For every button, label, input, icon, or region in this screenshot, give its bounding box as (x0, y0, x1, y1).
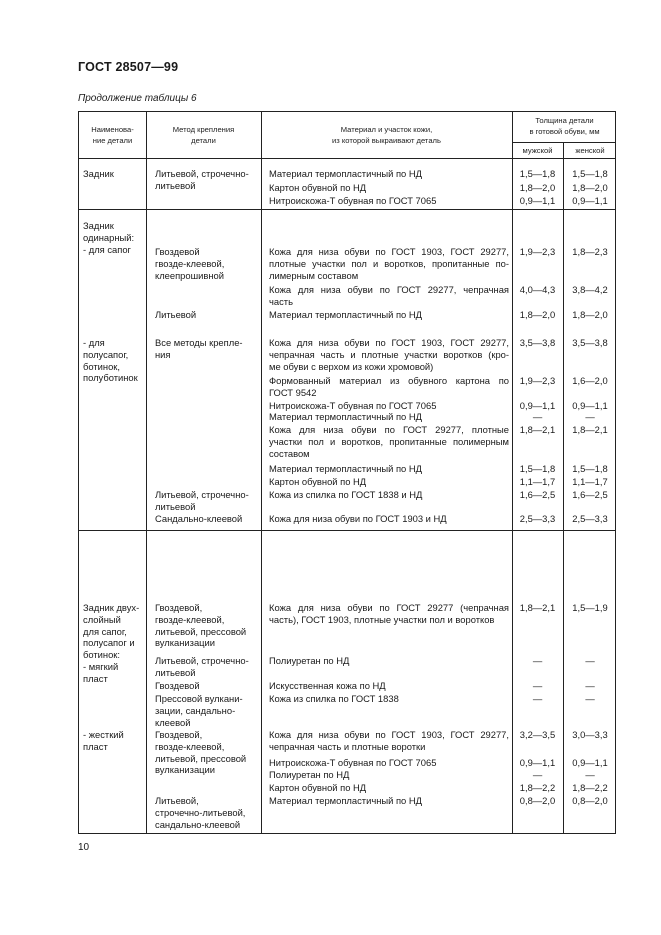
cell-line: 0,9—1,1 (519, 400, 556, 411)
cell-female (563, 729, 617, 741)
table-caption: Продолжение таблицы 6 (78, 93, 197, 104)
cell-line: Литьевой, строчечно- (155, 168, 249, 179)
cell-name (83, 729, 145, 753)
header-thickness: Толщина детали в готовой обуви, мм (529, 116, 600, 136)
cell-line: вулканизации (155, 764, 216, 776)
cell-line: Кожа для низа обуви по ГОСТ 1903, ГОСТ 29277, (269, 337, 509, 348)
cell-name (83, 602, 145, 685)
cell-line: 3,0—3,3 (572, 729, 608, 740)
cell-line: Гвоздевой (155, 680, 200, 691)
cell-male (512, 182, 563, 194)
cell-female (563, 182, 617, 194)
cell-female (563, 680, 617, 692)
cell-material (269, 411, 509, 423)
cell-line: Кожа для низа обуви по ГОСТ 1903, ГОСТ 29277, (269, 729, 509, 740)
cell-female (563, 476, 617, 488)
cell-female (563, 757, 617, 769)
cell-material (269, 337, 509, 372)
cell-female (563, 246, 617, 258)
cell-line: 1,1—1,7 (572, 476, 608, 487)
cell-line: Задник (83, 220, 114, 231)
cell-line: литьевой (155, 666, 196, 678)
cell-line: ботинок: (83, 649, 121, 661)
header-method: Метод крепления детали (172, 125, 235, 145)
cell-line: 1,8—2,2 (519, 782, 556, 793)
cell-line: — (532, 411, 543, 422)
cell-female (563, 195, 617, 207)
cell-line: 0,8—2,0 (519, 795, 556, 806)
cell-line: полусапог, (83, 348, 129, 360)
cell-line: Кожа для низа обуви по ГОСТ 29277, плотные (269, 424, 509, 435)
cell-male (512, 693, 563, 705)
cell-line: сандально-клеевой (155, 818, 241, 830)
cell-name (83, 168, 145, 180)
cell-line: Формованный материал из обувного картона по (269, 375, 509, 386)
cell-line: — (585, 769, 595, 780)
cell-male (512, 680, 563, 692)
cell-line: Кожа из спилка по ГОСТ 1838 и НД (269, 489, 423, 500)
cell-line: 0,9—1,1 (572, 400, 608, 411)
cell-method (155, 309, 263, 321)
cell-line: часть), ГОСТ 1903, плотные участки пол и воротков (269, 613, 495, 625)
cell-male (512, 375, 563, 387)
cell-line: 1,9—2,3 (519, 375, 556, 386)
cell-line: — (532, 680, 543, 691)
cell-line: 0,9—1,1 (519, 195, 556, 206)
cell-line: — (585, 411, 595, 422)
header-divider (79, 158, 615, 159)
cell-line: 1,6—2,5 (572, 489, 608, 500)
cell-material (269, 769, 509, 781)
cell-male (512, 757, 563, 769)
group-divider (79, 530, 615, 531)
cell-line: - жесткий (83, 729, 124, 740)
cell-line: Литьевой, (155, 795, 199, 806)
cell-line: для сапог, (83, 625, 127, 637)
cell-line: — (585, 680, 595, 691)
cell-male (512, 463, 563, 475)
cell-line: - для (83, 337, 105, 348)
cell-line: 1,6—2,5 (519, 489, 556, 500)
cell-male (512, 195, 563, 207)
cell-line: литьевой, прессовой (155, 625, 247, 637)
cell-line: 1,8—2,0 (572, 182, 608, 193)
cell-female (563, 375, 617, 387)
cell-line: Кожа для низа обуви по ГОСТ 29277 (чепрачная (269, 602, 509, 613)
cell-line: составом (269, 447, 310, 459)
cell-line: гвоздe-клеевой, (155, 613, 225, 625)
cell-method (155, 693, 263, 728)
cell-line: Материал термопластичный по НД (269, 309, 422, 320)
cell-line: строчечно-литьевой, (155, 806, 246, 818)
cell-line: Кожа для низа обуви по ГОСТ 29277, чепрачная (269, 284, 509, 295)
cell-material (269, 195, 509, 207)
cell-method (155, 246, 263, 281)
cell-material (269, 424, 509, 459)
cell-line: лимерным составом (269, 269, 359, 281)
cell-female (563, 782, 617, 794)
cell-male (512, 337, 563, 349)
cell-line: литьевой (155, 500, 196, 512)
cell-line: Литьевой, строчечно- (155, 655, 249, 666)
cell-line: пласт (83, 672, 108, 684)
cell-line: чепрачная часть и плотные воротки (269, 740, 426, 752)
cell-line: 1,5—1,9 (572, 602, 608, 613)
cell-line: 1,5—1,8 (572, 168, 608, 179)
cell-method (155, 680, 263, 692)
data-table (78, 111, 616, 834)
cell-line: 0,9—1,1 (572, 757, 608, 768)
cell-line: Полиуретан по НД (269, 769, 350, 780)
cell-line: чепрачная часть и плотные участки воротков (кро- (269, 348, 509, 360)
cell-line: литьевой (155, 179, 196, 191)
cell-male (512, 513, 563, 525)
cell-line: полусапог и (83, 637, 135, 649)
cell-line: Нитроискожа-Т обувная по ГОСТ 7065 (269, 400, 437, 411)
cell-line: 1,5—1,8 (519, 168, 556, 179)
cell-line: ме обуви с верхом из кожи хромовой) (269, 360, 434, 372)
cell-male (512, 729, 563, 741)
cell-line: 1,8—2,1 (519, 424, 556, 435)
cell-line: Нитроискожа-Т обувная по ГОСТ 7065 (269, 757, 437, 768)
cell-male (512, 168, 563, 180)
cell-line: пласт (83, 740, 108, 752)
cell-line: 3,2—3,5 (519, 729, 556, 740)
cell-line: Задник двух- (83, 602, 140, 613)
cell-material (269, 476, 509, 488)
cell-male (512, 769, 563, 781)
cell-material (269, 602, 509, 626)
cell-line: Картон обувной по НД (269, 476, 367, 487)
cell-line: Материал термопластичный по НД (269, 411, 422, 422)
cell-line: Все методы крепле- (155, 337, 243, 348)
cell-material (269, 284, 509, 308)
cell-female (563, 513, 617, 525)
cell-line: 2,5—3,3 (519, 513, 556, 524)
cell-male (512, 795, 563, 807)
cell-material (269, 729, 509, 753)
cell-line: Картон обувной по НД (269, 782, 367, 793)
cell-material (269, 693, 509, 705)
cell-female (563, 489, 617, 501)
cell-line: часть (269, 295, 293, 307)
cell-line: 1,9—2,3 (519, 246, 556, 257)
cell-female (563, 602, 617, 614)
cell-line: литьевой, прессовой (155, 752, 247, 764)
cell-line: Гвоздевой, (155, 602, 203, 613)
cell-line: 1,6—2,0 (572, 375, 608, 386)
cell-material (269, 309, 509, 321)
cell-line: — (532, 655, 543, 666)
cell-line: слойный (83, 613, 121, 625)
cell-male (512, 309, 563, 321)
cell-line: 3,5—3,8 (572, 337, 608, 348)
cell-male (512, 284, 563, 296)
cell-line: участки пол и воротков, пропитанные полимерным (269, 435, 509, 447)
cell-female (563, 168, 617, 180)
cell-male (512, 782, 563, 794)
cell-female (563, 655, 617, 667)
cell-female (563, 463, 617, 475)
cell-material (269, 246, 509, 281)
cell-female (563, 337, 617, 349)
cell-line: 1,8—2,0 (519, 309, 556, 320)
cell-line: 2,5—3,3 (572, 513, 608, 524)
cell-line: Гвоздевой, (155, 729, 203, 740)
cell-method (155, 337, 263, 361)
header-male: мужской (522, 146, 553, 155)
cell-line: Материал термопластичный по НД (269, 795, 422, 806)
cell-material (269, 168, 509, 180)
cell-method (155, 602, 263, 649)
cell-line: 3,8—4,2 (572, 284, 608, 295)
cell-method (155, 655, 263, 679)
cell-line: 1,8—2,2 (572, 782, 608, 793)
cell-line: 1,1—1,7 (519, 476, 556, 487)
cell-line: - для сапог (83, 243, 131, 255)
cell-line: Литьевой, строчечно- (155, 489, 249, 500)
cell-line: Кожа для низа обуви по ГОСТ 1903 и НД (269, 513, 447, 524)
cell-method (155, 795, 263, 830)
cell-line: одинарный: (83, 231, 135, 243)
cell-line: Материал термопластичный по НД (269, 463, 422, 474)
cell-line: 1,8—2,1 (519, 602, 556, 613)
cell-male (512, 424, 563, 436)
cell-line: зации, сандально- (155, 704, 236, 716)
cell-male (512, 411, 563, 423)
cell-line: вулканизации (155, 637, 216, 649)
header-subdivider (512, 142, 615, 143)
cell-line: клеевой (155, 716, 191, 728)
cell-line: Кожа для низа обуви по ГОСТ 1903, ГОСТ 29277, (269, 246, 509, 257)
cell-female (563, 424, 617, 436)
cell-line: 0,9—1,1 (519, 757, 556, 768)
cell-female (563, 309, 617, 321)
cell-line: 0,8—2,0 (572, 795, 608, 806)
cell-female (563, 411, 617, 423)
cell-name (83, 337, 145, 384)
cell-material (269, 513, 509, 525)
cell-material (269, 680, 509, 692)
cell-line: Литьевой (155, 309, 197, 320)
cell-line: полуботинок (83, 372, 138, 384)
cell-female (563, 284, 617, 296)
cell-line: 1,8—2,3 (572, 246, 608, 257)
cell-line: Кожа из спилка по ГОСТ 1838 (269, 693, 399, 704)
cell-line: — (532, 693, 543, 704)
cell-line: 3,5—3,8 (519, 337, 556, 348)
cell-line: плотные участки пол и воротков, пропитанные по- (269, 257, 509, 269)
cell-line: Гвоздевой (155, 246, 200, 257)
cell-line: ботинок, (83, 360, 121, 372)
cell-line: — (585, 693, 595, 704)
cell-female (563, 769, 617, 781)
header-name: Наименова- ние детали (91, 125, 134, 145)
cell-male (512, 655, 563, 667)
group-divider (79, 209, 615, 210)
cell-method (155, 168, 263, 192)
cell-line: Полиуретан по НД (269, 655, 350, 666)
cell-line: — (532, 769, 543, 780)
cell-line: - мягкий (83, 660, 119, 672)
cell-line: Картон обувной по НД (269, 182, 367, 193)
cell-material (269, 782, 509, 794)
cell-male (512, 246, 563, 258)
cell-line: 1,8—2,0 (572, 309, 608, 320)
cell-method (155, 489, 263, 513)
standard-title: ГОСТ 28507—99 (78, 60, 179, 74)
header-material: Материал и участок кожи, из которой выкраивают деталь (332, 125, 441, 145)
cell-male (512, 602, 563, 614)
cell-line: 0,9—1,1 (572, 195, 608, 206)
cell-line: Задник (83, 168, 114, 179)
cell-material (269, 489, 509, 501)
cell-method (155, 513, 263, 525)
cell-line: 1,8—2,1 (572, 424, 608, 435)
cell-line: гвоздe-клеевой, (155, 257, 225, 269)
cell-method (155, 729, 263, 776)
cell-line: Нитроискожа-Т обувная по ГОСТ 7065 (269, 195, 437, 206)
cell-line: — (585, 655, 595, 666)
cell-material (269, 463, 509, 475)
cell-name (83, 220, 145, 255)
header-female: женской (575, 146, 605, 155)
cell-line: гвоздe-клеевой, (155, 740, 225, 752)
cell-line: ния (155, 348, 171, 360)
cell-material (269, 795, 509, 807)
cell-female (563, 795, 617, 807)
cell-male (512, 489, 563, 501)
cell-material (269, 757, 509, 769)
cell-line: клеепрошивной (155, 269, 224, 281)
cell-line: Материал термопластичный по НД (269, 168, 422, 179)
cell-line: ГОСТ 9542 (269, 386, 317, 398)
cell-female (563, 693, 617, 705)
cell-line: 4,0—4,3 (519, 284, 556, 295)
cell-line: Сандально-клеевой (155, 513, 243, 524)
cell-male (512, 476, 563, 488)
cell-line: 1,8—2,0 (519, 182, 556, 193)
cell-line: Прессовой вулкани- (155, 693, 243, 704)
cell-material (269, 182, 509, 194)
column-divider (146, 112, 147, 833)
cell-line: 1,5—1,8 (572, 463, 608, 474)
page-number: 10 (78, 842, 90, 853)
cell-material (269, 655, 509, 667)
cell-line: 1,5—1,8 (519, 463, 556, 474)
cell-line: Искусственная кожа по НД (269, 680, 386, 691)
cell-material (269, 375, 509, 399)
